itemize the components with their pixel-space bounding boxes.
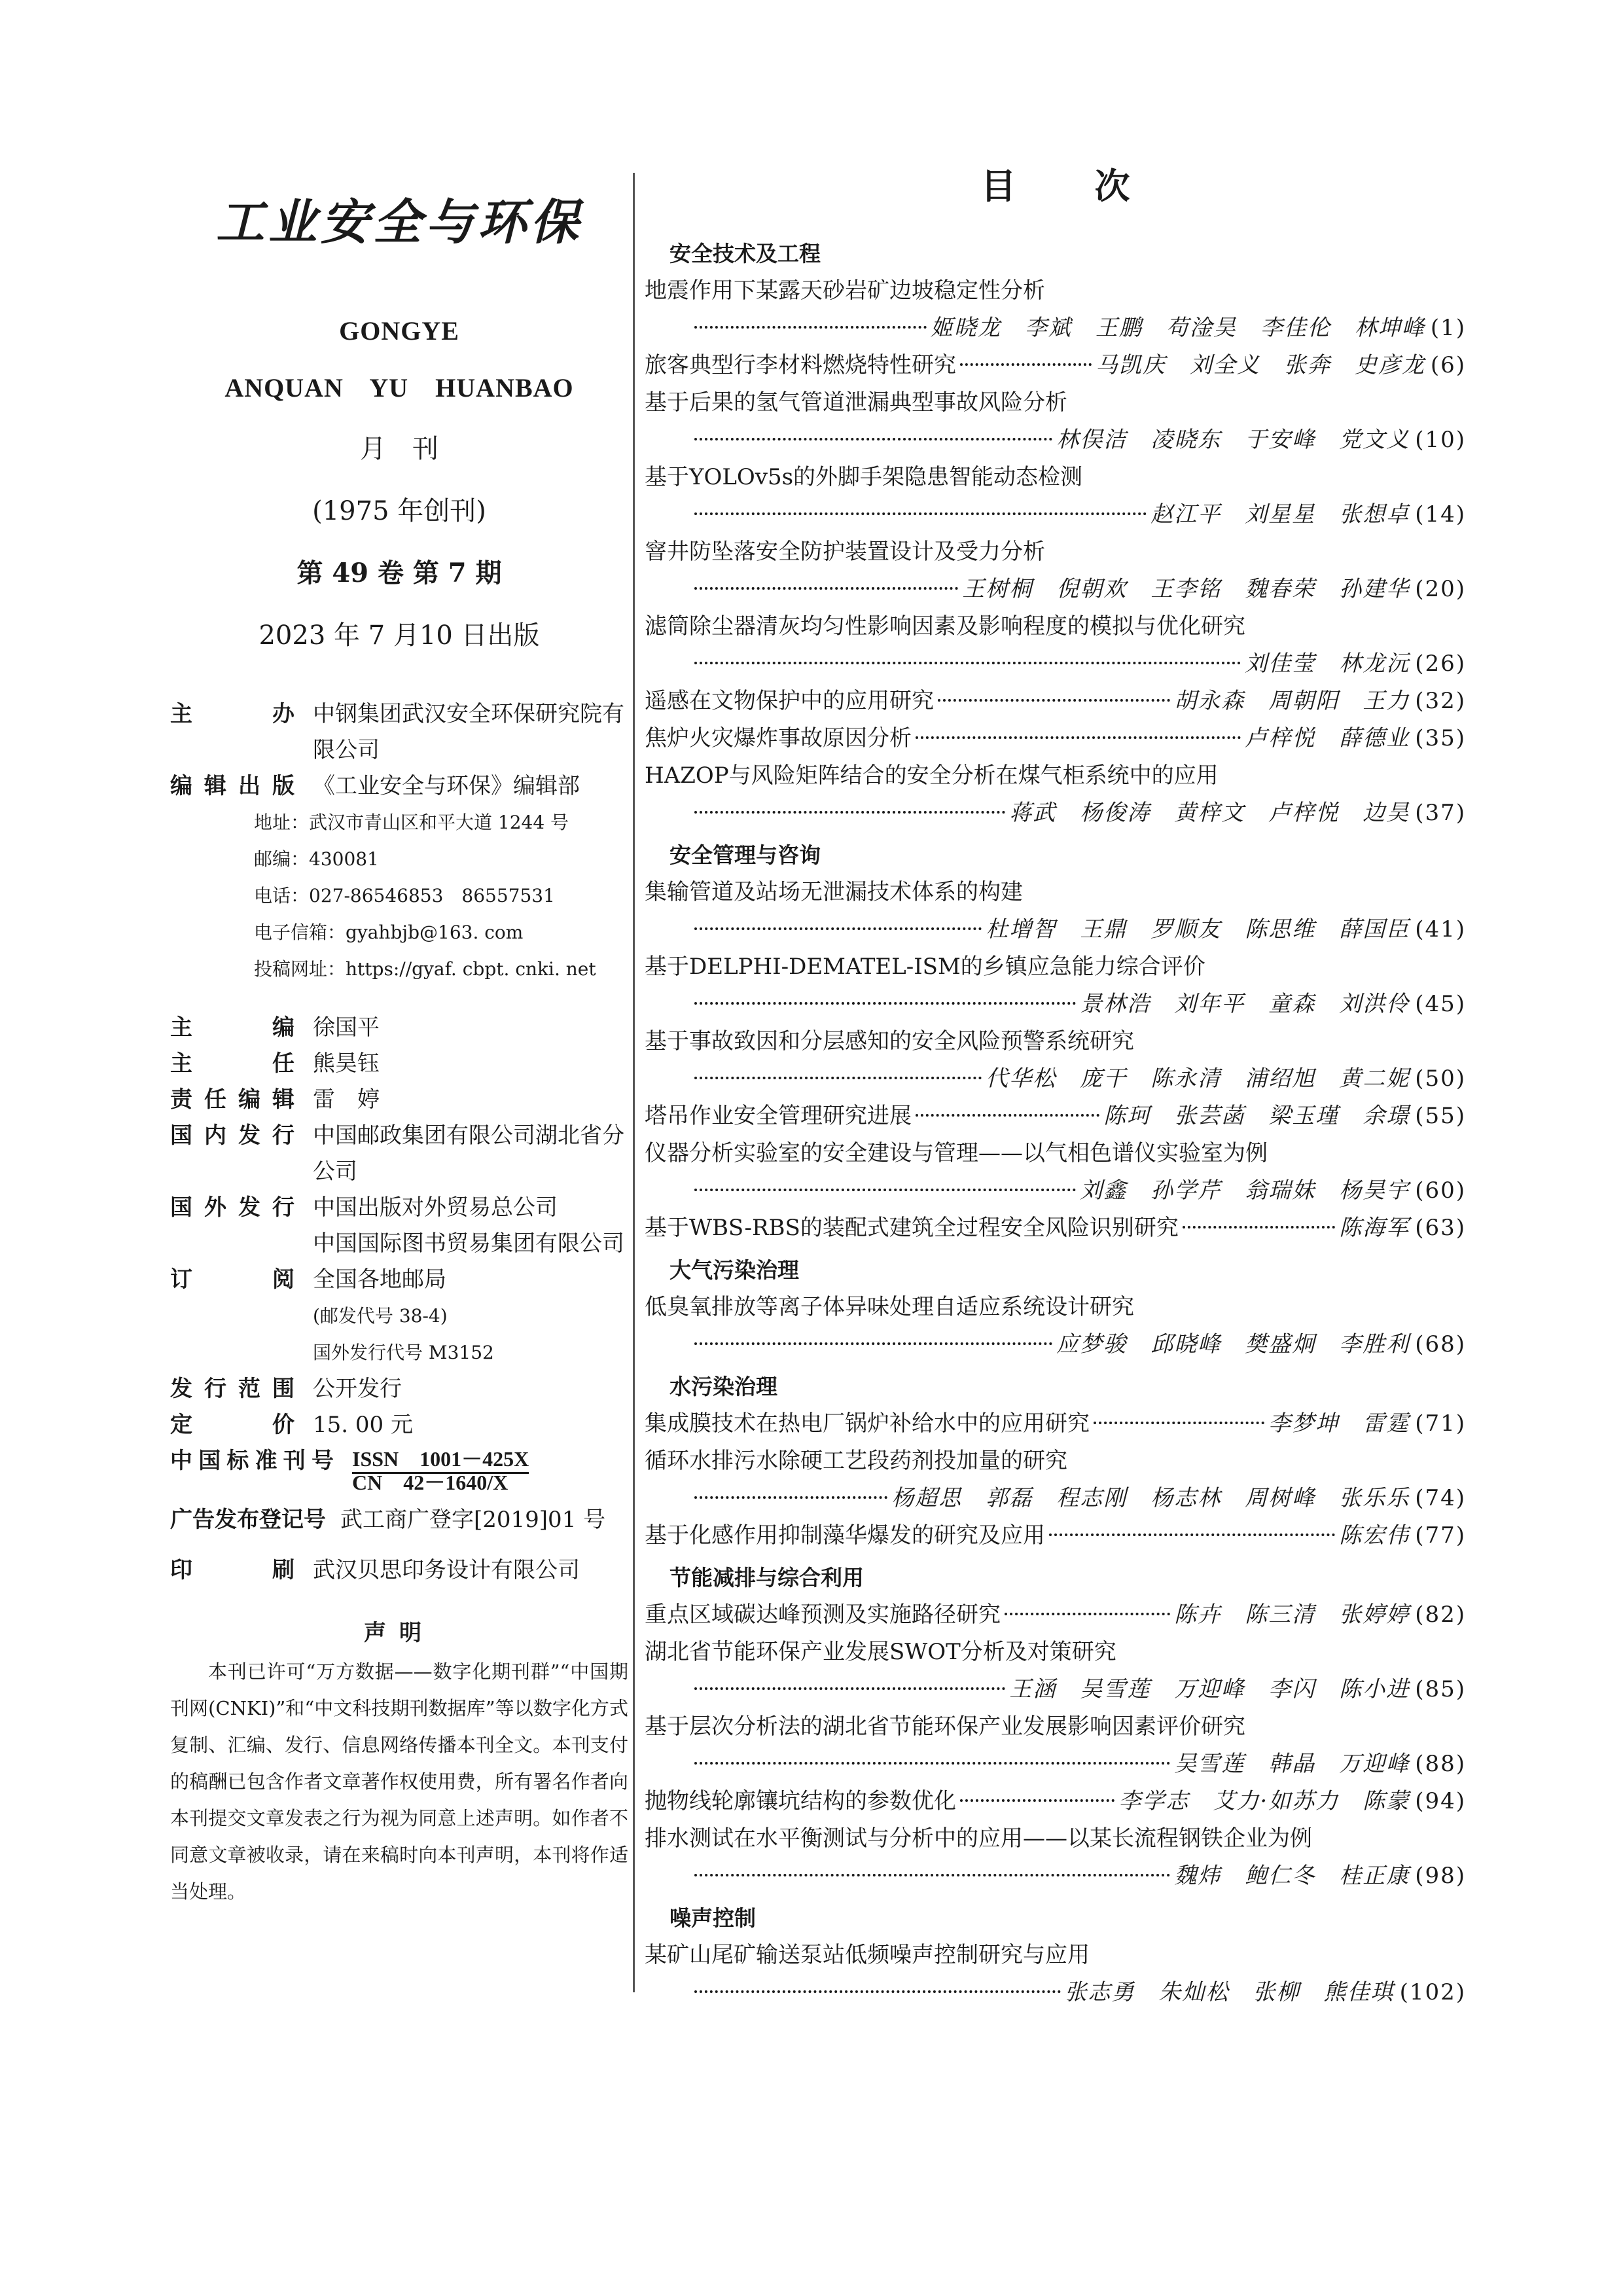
toc-leader-dots bbox=[694, 438, 1052, 440]
editor-value: 《工业安全与环保》编辑部 bbox=[313, 773, 580, 799]
toc-entry-title: 仪器分析实验室的安全建设与管理——以气相色谱仪实验室为例 bbox=[645, 1140, 1268, 1166]
toc-entry bbox=[645, 874, 1466, 948]
volume-issue: 第 49 卷 第 7 期 bbox=[296, 558, 502, 588]
resp-editor-row bbox=[170, 1082, 628, 1118]
toc-entry-authors: 张志勇 朱灿松 张柳 熊佳琪 bbox=[1064, 1979, 1395, 2005]
toc-entry-title: 基于事故致因和分层感知的安全风险预警系统研究 bbox=[645, 1028, 1134, 1054]
toc-entry-title: 循环水排污水除硬工艺段药剂投加量的研究 bbox=[645, 1448, 1067, 1474]
toc-entry bbox=[645, 1443, 1466, 1517]
toc-entry bbox=[645, 1098, 1466, 1135]
frequency: 月 刊 bbox=[360, 434, 438, 464]
toc-entry bbox=[645, 1517, 1466, 1554]
toc-entry-page: (74) bbox=[1415, 1485, 1466, 1511]
pinyin-line-1: GONGYE bbox=[339, 316, 459, 346]
toc-entry-byline bbox=[645, 1671, 1466, 1708]
scope-label: 发行范围 bbox=[170, 1376, 294, 1402]
toc-entry-title: 某矿山尾矿输送泵站低频噪声控制研究与应用 bbox=[645, 1942, 1090, 1968]
editor-label: 编辑出版 bbox=[170, 773, 294, 799]
toc-entry-byline bbox=[645, 911, 1466, 948]
sponsor-value: 中钢集团武汉安全环保研究院有限公司 bbox=[313, 701, 624, 763]
toc-entry-authors: 蒋武 杨俊涛 黄梓文 卢梓悦 边昊 bbox=[1009, 800, 1410, 826]
toc-entry-title: 地震作用下某露天砂岩矿边坡稳定性分析 bbox=[645, 278, 1045, 304]
toc-entry-title: 基于化感作用抑制藻华爆发的研究及应用 bbox=[645, 1522, 1045, 1549]
toc-entry-page: (60) bbox=[1415, 1177, 1466, 1204]
director-row bbox=[170, 1046, 628, 1082]
subscribe-label: 订阅 bbox=[170, 1266, 294, 1293]
toc-entry-line bbox=[645, 1783, 1466, 1820]
print-value: 武汉贝思印务设计有限公司 bbox=[313, 1557, 580, 1583]
toc-entry bbox=[645, 1023, 1466, 1098]
issn-label: 中国标准刊号 bbox=[170, 1448, 334, 1474]
issn-number: ISSN 1001－425X bbox=[352, 1447, 529, 1474]
phone: 电话：027-86546853 86557531 bbox=[254, 885, 555, 906]
toc-leader-dots bbox=[694, 811, 1005, 814]
toc-entry-byline bbox=[645, 1060, 1466, 1098]
price-label: 定价 bbox=[170, 1412, 294, 1438]
toc-entry bbox=[645, 1634, 1466, 1708]
toc-entry-title: 抛物线轮廓镶坑结构的参数优化 bbox=[645, 1788, 956, 1814]
toc-section-heading: 水污染治理 bbox=[669, 1374, 777, 1399]
toc-body bbox=[645, 236, 1466, 2011]
toc-entry bbox=[645, 720, 1466, 757]
toc-entry-authors: 杨超思 郭磊 程志刚 杨志林 周树峰 张乐乐 bbox=[891, 1485, 1410, 1511]
toc-entry-authors: 代华松 庞干 陈永清 浦绍旭 黄二妮 bbox=[986, 1066, 1410, 1092]
toc-entry-byline bbox=[645, 1746, 1466, 1783]
toc-entry-authors: 王涵 吴雪莲 万迎峰 李闪 陈小进 bbox=[1009, 1676, 1410, 1702]
toc-entry-page: (98) bbox=[1415, 1863, 1466, 1889]
toc-entry-authors: 王树桐 倪朝欢 王李铭 魏春荣 孙建华 bbox=[962, 576, 1410, 602]
toc-entry-authors: 卢梓悦 薛德业 bbox=[1245, 725, 1410, 751]
toc-section-heading: 噪声控制 bbox=[669, 1905, 756, 1931]
toc-entry-byline bbox=[645, 1480, 1466, 1517]
toc-entry-authors: 景林浩 刘年平 童森 刘洪伶 bbox=[1080, 991, 1410, 1017]
journal-logo: 工业安全与环保 bbox=[216, 194, 582, 251]
publication-date: 2023 年 7 月10 日出版 bbox=[259, 620, 540, 651]
toc-leader-dots bbox=[694, 587, 958, 590]
toc-leader-dots bbox=[916, 1114, 1099, 1117]
toc-leader-dots bbox=[1049, 1534, 1335, 1536]
toc-leader-dots bbox=[694, 512, 1147, 515]
masthead-column bbox=[170, 164, 628, 1910]
toc-entry-line bbox=[645, 1596, 1466, 1634]
toc-entry-byline bbox=[645, 1326, 1466, 1363]
toc-entry-title: 基于后果的氢气管道泄漏典型事故风险分析 bbox=[645, 389, 1067, 416]
toc-entry-authors: 李学志 艾力·如苏力 陈蒙 bbox=[1118, 1788, 1410, 1814]
toc-leader-dots bbox=[694, 662, 1241, 664]
toc-section-heading: 节能减排与综合利用 bbox=[669, 1565, 864, 1590]
toc-entry-line bbox=[645, 1098, 1466, 1135]
subscribe-value: 全国各地邮局 bbox=[313, 1266, 446, 1293]
toc-entry-authors: 李梦坤 雷霆 bbox=[1268, 1410, 1410, 1437]
domestic-row bbox=[170, 1118, 628, 1190]
toc-entry-page: (20) bbox=[1415, 576, 1466, 602]
toc-leader-dots bbox=[694, 1990, 1061, 1993]
table-of-contents bbox=[645, 164, 1466, 2011]
toc-entry-authors: 刘鑫 孙学芹 翁瑞妹 杨昊宇 bbox=[1080, 1177, 1410, 1204]
toc-leader-dots bbox=[694, 927, 982, 930]
toc-leader-dots bbox=[694, 1002, 1076, 1005]
toc-entry-page: (6) bbox=[1430, 352, 1466, 378]
toc-entry bbox=[645, 459, 1466, 533]
foreign-label: 国外发行 bbox=[170, 1194, 294, 1221]
toc-leader-dots bbox=[694, 1189, 1076, 1191]
resp-editor-value: 雷 婷 bbox=[313, 1086, 380, 1113]
toc-entry-authors: 应梦骏 邱晓峰 樊盛炯 李胜利 bbox=[1056, 1331, 1410, 1357]
toc-entry-title: 重点区域碳达峰预测及实施路径研究 bbox=[645, 1602, 1001, 1628]
toc-entry bbox=[645, 757, 1466, 832]
toc-leader-dots bbox=[960, 363, 1092, 366]
toc-entry-authors: 陈海军 bbox=[1339, 1215, 1410, 1241]
toc-entry-page: (82) bbox=[1415, 1602, 1466, 1628]
toc-entry bbox=[645, 1210, 1466, 1247]
toc-entry-title: 湖北省节能环保产业发展SWOT分析及对策研究 bbox=[645, 1639, 1116, 1665]
toc-entry-title: 滤筒除尘器清灰均匀性影响因素及影响程度的模拟与优化研究 bbox=[645, 613, 1245, 639]
toc-entry-page: (50) bbox=[1415, 1066, 1466, 1092]
publication-info bbox=[170, 696, 628, 1588]
toc-entry-byline bbox=[645, 986, 1466, 1023]
toc-leader-dots bbox=[938, 699, 1170, 702]
sponsor-row bbox=[170, 696, 628, 768]
toc-entry bbox=[645, 1596, 1466, 1634]
toc-entry bbox=[645, 1937, 1466, 2011]
chief-editor-value: 徐国平 bbox=[313, 1014, 380, 1041]
ad-value: 武工商广登字[2019]01 号 bbox=[340, 1507, 606, 1533]
toc-leader-dots bbox=[694, 326, 927, 329]
toc-entry-page: (55) bbox=[1415, 1103, 1466, 1129]
toc-entry bbox=[645, 1289, 1466, 1363]
toc-entry-authors: 赵江平 刘星星 张想卓 bbox=[1150, 501, 1410, 528]
toc-entry bbox=[645, 1783, 1466, 1820]
postcode: 邮编：430081 bbox=[254, 848, 379, 870]
toc-entry-line bbox=[645, 720, 1466, 757]
toc-entry bbox=[645, 608, 1466, 683]
toc-entry bbox=[645, 272, 1466, 347]
chief-editor-label: 主编 bbox=[170, 1014, 294, 1041]
toc-entry-title: 遥感在文物保护中的应用研究 bbox=[645, 688, 934, 714]
toc-entry bbox=[645, 1820, 1466, 1895]
toc-leader-dots bbox=[694, 1687, 1005, 1690]
toc-entry-page: (37) bbox=[1415, 800, 1466, 826]
toc-entry-authors: 杜增智 王鼎 罗顺友 陈思维 薛国臣 bbox=[986, 916, 1410, 942]
toc-entry-title: 旅客典型行李材料燃烧特性研究 bbox=[645, 352, 956, 378]
editor-row bbox=[170, 768, 628, 804]
toc-entry-authors: 魏炜 鲍仁冬 桂正康 bbox=[1174, 1863, 1410, 1889]
toc-entry-authors: 陈宏伟 bbox=[1339, 1522, 1410, 1549]
toc-entry-title: 基于YOLOv5s的外脚手架隐患智能动态检测 bbox=[645, 464, 1083, 490]
toc-entry-title: 塔吊作业安全管理研究进展 bbox=[645, 1103, 912, 1129]
print-row bbox=[170, 1552, 628, 1588]
toc-section-heading: 大气污染治理 bbox=[669, 1257, 799, 1283]
toc-entry-byline bbox=[645, 1172, 1466, 1210]
toc-entry-authors: 陈卉 陈三清 张婷婷 bbox=[1174, 1602, 1410, 1628]
toc-entry-byline bbox=[645, 310, 1466, 347]
toc-entry bbox=[645, 948, 1466, 1023]
toc-entry-title: HAZOP与风险矩阵结合的安全分析在煤气柜系统中的应用 bbox=[645, 762, 1219, 789]
director-value: 熊昊钰 bbox=[313, 1050, 380, 1077]
price-value: 15. 00 元 bbox=[313, 1412, 413, 1438]
toc-entry-byline bbox=[645, 1974, 1466, 2011]
scope-row bbox=[170, 1371, 628, 1407]
toc-entry-line bbox=[645, 1517, 1466, 1554]
ad-row bbox=[170, 1502, 628, 1538]
toc-entry-page: (32) bbox=[1415, 688, 1466, 714]
toc-entry-authors: 林俣洁 凌晓东 于安峰 党文义 bbox=[1056, 427, 1410, 453]
toc-entry-title: 基于层次分析法的湖北省节能环保产业发展影响因素评价研究 bbox=[645, 1713, 1245, 1740]
toc-entry-title: 排水测试在水平衡测试与分析中的应用——以某长流程钢铁企业为例 bbox=[645, 1825, 1312, 1852]
toc-entry bbox=[645, 1135, 1466, 1210]
toc-title: 目次 bbox=[980, 166, 1209, 207]
toc-entry-byline bbox=[645, 422, 1466, 459]
domestic-value: 中国邮政集团有限公司湖北省分公司 bbox=[313, 1122, 624, 1185]
toc-entry-line bbox=[645, 347, 1466, 384]
founded-year: (1975 年创刊) bbox=[312, 496, 486, 526]
toc-entry-authors: 姬晓龙 李斌 王鹏 苟淦昊 李佳伦 林坤峰 bbox=[930, 315, 1425, 341]
toc-entry-page: (26) bbox=[1415, 651, 1466, 677]
ad-label: 广告发布登记号 bbox=[170, 1507, 326, 1533]
director-label: 主任 bbox=[170, 1050, 294, 1077]
toc-leader-dots bbox=[960, 1799, 1115, 1802]
column-divider bbox=[633, 173, 635, 1992]
foreign-value-2: 中国国际图书贸易集团有限公司 bbox=[313, 1230, 624, 1257]
email: 电子信箱：gyahbjb@163. com bbox=[254, 922, 524, 943]
toc-leader-dots bbox=[694, 1496, 887, 1499]
address: 地址：武汉市青山区和平大道 1244 号 bbox=[254, 812, 569, 833]
toc-entry-authors: 马凯庆 刘全义 张奔 史彦龙 bbox=[1095, 352, 1425, 378]
toc-entry-line bbox=[645, 683, 1466, 720]
toc-entry-title: 窨井防坠落安全防护装置设计及受力分析 bbox=[645, 539, 1045, 565]
toc-entry-page: (14) bbox=[1415, 501, 1466, 528]
toc-entry-byline bbox=[645, 571, 1466, 608]
toc-leader-dots bbox=[694, 1077, 982, 1079]
toc-entry-authors: 吴雪莲 韩晶 万迎峰 bbox=[1174, 1751, 1410, 1777]
toc-entry-page: (10) bbox=[1415, 427, 1466, 453]
toc-entry-authors: 胡永森 周朝阳 王力 bbox=[1174, 688, 1410, 714]
toc-entry bbox=[645, 1405, 1466, 1443]
toc-entry-byline bbox=[645, 795, 1466, 832]
toc-entry bbox=[645, 347, 1466, 384]
sponsor-label: 主办 bbox=[170, 701, 294, 727]
toc-entry-authors: 刘佳莹 林龙沅 bbox=[1245, 651, 1410, 677]
toc-leader-dots bbox=[1183, 1226, 1335, 1229]
toc-entry-page: (94) bbox=[1415, 1788, 1466, 1814]
print-label: 印刷 bbox=[170, 1557, 294, 1583]
toc-entry-page: (85) bbox=[1415, 1676, 1466, 1702]
domestic-label: 国内发行 bbox=[170, 1122, 294, 1149]
toc-entry-title: 焦炉火灾爆炸事故原因分析 bbox=[645, 725, 912, 751]
toc-leader-dots bbox=[694, 1762, 1170, 1765]
pinyin-line-2: ANQUAN YU HUANBAO bbox=[224, 373, 574, 403]
scope-value: 公开发行 bbox=[313, 1376, 402, 1402]
issn-row bbox=[170, 1443, 628, 1494]
toc-entry-line bbox=[645, 1210, 1466, 1247]
declaration-title: 声明 bbox=[364, 1620, 435, 1646]
chief-editor-row bbox=[170, 1010, 628, 1046]
toc-entry-byline bbox=[645, 645, 1466, 683]
subscribe-row bbox=[170, 1262, 628, 1298]
foreign-row bbox=[170, 1190, 628, 1262]
toc-entry-page: (63) bbox=[1415, 1215, 1466, 1241]
toc-leader-dots bbox=[916, 736, 1241, 739]
toc-leader-dots bbox=[694, 1342, 1052, 1345]
toc-entry-page: (35) bbox=[1415, 725, 1466, 751]
toc-entry-page: (88) bbox=[1415, 1751, 1466, 1777]
toc-entry-page: (102) bbox=[1399, 1979, 1466, 2005]
toc-entry-title: 集输管道及站场无泄漏技术体系的构建 bbox=[645, 879, 1023, 905]
toc-section-heading: 安全管理与咨询 bbox=[669, 842, 821, 868]
toc-entry bbox=[645, 683, 1466, 720]
toc-leader-dots bbox=[1005, 1613, 1170, 1615]
toc-entry-title: 基于WBS-RBS的装配式建筑全过程安全风险识别研究 bbox=[645, 1215, 1179, 1241]
price-row bbox=[170, 1407, 628, 1443]
toc-entry-title: 基于DELPHI-DEMATEL-ISM的乡镇应急能力综合评价 bbox=[645, 954, 1205, 980]
toc-entry bbox=[645, 533, 1466, 608]
toc-entry-page: (41) bbox=[1415, 916, 1466, 942]
cn-number: CN 42－1640/X bbox=[352, 1471, 508, 1494]
toc-entry bbox=[645, 1708, 1466, 1783]
resp-editor-label: 责任编辑 bbox=[170, 1086, 294, 1113]
toc-entry-line bbox=[645, 1405, 1466, 1443]
toc-entry-title: 集成膜技术在热电厂锅炉补给水中的应用研究 bbox=[645, 1410, 1090, 1437]
toc-entry-byline bbox=[645, 1857, 1466, 1895]
toc-leader-dots bbox=[1094, 1422, 1264, 1424]
declaration-text: 本刊已许可“万方数据——数字化期刊群”“中国期刊网(CNKI)”和“中文科技期刊数据库”等以数字化方式复制、汇编、发行、信息网络传播本刊全文。本刊支付的稿酬已包含作者文章著作权使用费，所有署名作者向本刊提交文章发表之行为视为同意上述声明。如作者不同意文章被收录，请在来稿时向本刊声明，本刊将作适当处理。 bbox=[170, 1660, 628, 1903]
toc-entry-page: (71) bbox=[1415, 1410, 1466, 1437]
toc-entry-authors: 陈珂 张芸菡 梁玉瑾 余璟 bbox=[1103, 1103, 1410, 1129]
toc-section-heading: 安全技术及工程 bbox=[669, 241, 821, 266]
toc-entry-page: (1) bbox=[1430, 315, 1466, 341]
toc-entry-page: (68) bbox=[1415, 1331, 1466, 1357]
toc-entry-byline bbox=[645, 496, 1466, 533]
toc-entry bbox=[645, 384, 1466, 459]
toc-leader-dots bbox=[694, 1874, 1170, 1876]
toc-entry-page: (77) bbox=[1415, 1522, 1466, 1549]
subscribe-code-1: (邮发代号 38-4) bbox=[313, 1305, 448, 1327]
foreign-value-1: 中国出版对外贸易总公司 bbox=[313, 1194, 558, 1221]
toc-entry-page: (45) bbox=[1415, 991, 1466, 1017]
subscribe-code-2: 国外发行代号 M3152 bbox=[313, 1342, 494, 1363]
website: 投稿网址：https://gyaf. cbpt. cnki. net bbox=[254, 958, 596, 980]
toc-entry-title: 低臭氧排放等离子体异味处理自适应系统设计研究 bbox=[645, 1294, 1134, 1320]
